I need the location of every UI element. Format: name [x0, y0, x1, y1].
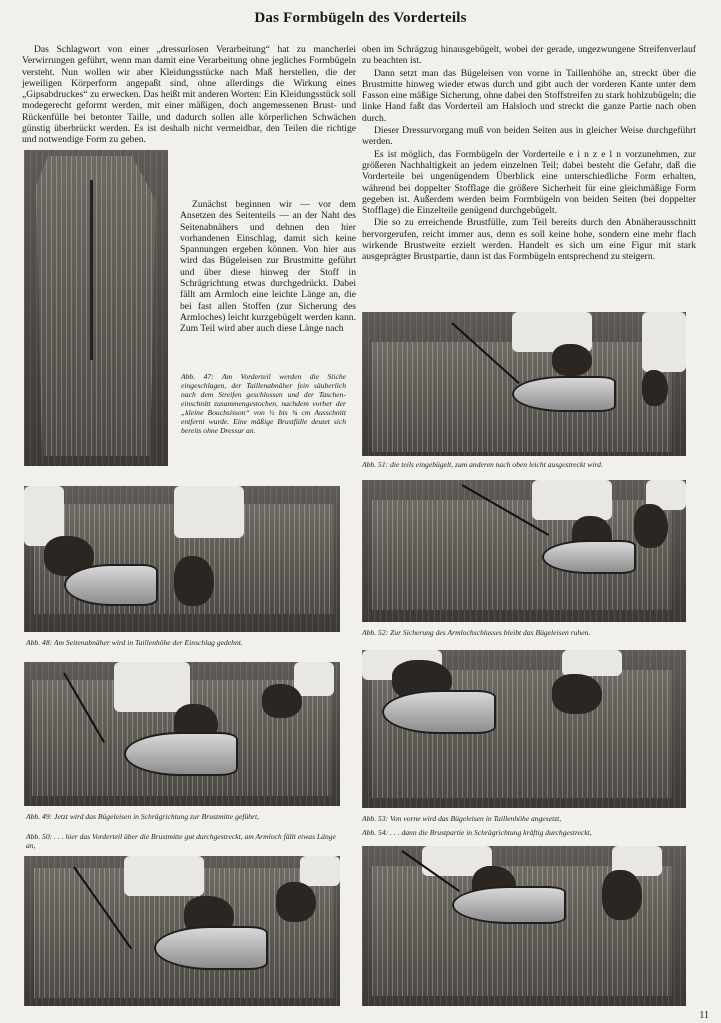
column-1-text [180, 199, 356, 336]
page-number: 11 [699, 1010, 709, 1021]
figure-50-photo [24, 856, 340, 1006]
paragraph: Es ist möglich, das Formbügeln der Vorderteile e i n z e l n vorzunehmen, zur größeren Nachhaltigkeit an jedem einzelnen Teil; dabei besteht die Gefahr, daß die Vorderteile bei ungenügendem Überblick eine unterschiedliche Form erhalten, während bei doppelter Stofflage die größere Sicherheit für eine gleichmäßige Form gegeben ist. Außerdem werden beim Formbügeln von beiden Seiten (bei doppelter Stofflage) die Einzelteile genügend durchgebügelt. [362, 148, 696, 217]
figure-53-photo [362, 650, 686, 808]
figure-49-photo [24, 662, 340, 806]
figure-54-caption: Abb. 54: . . . dann die Brustpartie in Schrägrichtung kräftig durchgestreckt, [362, 828, 592, 837]
figure-52-caption: Abb. 52: Zur Sicherung des Armlochschlusses bleibt das Bügeleisen ruhen. [362, 628, 591, 637]
paragraph: Dieser Dressurvorgang muß von beiden Seiten aus in gleicher Weise durchgeführt werden. [362, 125, 696, 148]
paragraph: Die so zu erreichende Brustfülle, zum Teil bereits durch den Abnäherausschnitt hervorgerufen, reicht immer aus, denn es soll keine hohe, sondern eine mehr flach wirkende Brustweite erzielt werden. Handelt es sich um eine Figur mit stark ausgeprägter Brustpartie, dann ist das Formbügeln entsprechend zu steigern. [362, 217, 696, 263]
column-2-text [362, 44, 696, 264]
figure-51-photo [362, 312, 686, 456]
figure-47-photo [24, 150, 168, 466]
figure-50-caption: Abb. 50: . . . hier das Vorderteil über die Brustmitte gut durchgestreckt, am Armloch fällt etwas Länge an, [26, 832, 336, 850]
figure-48-caption: Abb. 48: Am Seitenabnäher wird in Taillenhöhe der Einschlag gedehnt. [26, 638, 243, 647]
figure-48-photo [24, 486, 340, 632]
figure-51-caption: Abb. 51: die teils eingebügelt, zum anderen nach oben leicht ausgestreckt wird. [362, 460, 603, 469]
figure-52-photo [362, 480, 686, 622]
figure-53-caption: Abb. 53: Von vorne wird das Bügeleisen in Taillenhöhe angesetzt, [362, 814, 562, 823]
paragraph: Dann setzt man das Bügeleisen von vorne in Taillenhöhe an, streckt über die Brustmitte hinweg wieder etwas durch und gibt auch der vorderen Kante unter dem Fasson eine mäßige Sicherung, ohne dabei den Stoffstreifen zu stark hohlzubügeln; die linke Hand faßt das Vorderteil am Halsloch und streckt die ganze Partie nach oben durch. [362, 67, 696, 124]
paragraph-2: Zunächst beginnen wir — vor dem Ansetzen des Seitenteils — an der Naht des Seitenabnähers und dehnen den hier vorhandenen Einschlag, damit sich keine Spannungen ergeben können. Von hier aus wird das Bügeleisen zur Brustmitte geführt und über diese hinweg der Stoff in Schrägrichtung etwas durchgedrückt. Dabei fällt am Armloch eine leichte Länge an, die bei fast allen Stoffen (zur Sicherung des Armloches) leicht kurzgebügelt werden kann. Zum Teil wird aber auch diese Länge nach [180, 199, 356, 335]
figure-49-caption: Abb. 49: Jetzt wird das Bügeleisen in Schrägrichtung zur Brustmitte geführt, [26, 812, 259, 821]
figure-47-caption: Abb. 47: Am Vorderteil werden die Stiche eingeschlagen, der Taillenabnäher fein säuberlich nach dem Streifen geschlossen und der Tascheneinschnitt zusammengestochen, nachdem vorher der „kleine Bouchsisson“ von ½ bis ¾ cm Ausschnitt entfernt wurde. Eine mäßige Brustfülle deutet sich bereits ohne Dressur an. [181, 372, 346, 435]
intro-paragraph: Das Schlagwort von einer „dressurlosen Verarbeitung“ hat zu mancherlei Verwirrungen geführt, wenn man damit eine Verarbeitung ohne jegliches Formbügeln versteht. Nun wollen wir aber Kleidungsstücke nach Maß herstellen, die der jeweiligen Körperform angepaßt sind, ohne allerdings die Wirkung eines „Gipsabdruckes“ zu erwecken. Das heißt mit anderen Worten: Ein Kleidungsstück soll modegerecht geformt werden, mit einer mäßigen, doch angemessenen Brust- und Rückenfülle bei betonter Taille, und dadurch sollen alle körperlichen Schwächen günstig überbrückt werden. Es ist deshalb nicht vermeidbar, den Teilen die richtige und notwendige Form zu geben. [22, 44, 356, 146]
paragraph-cont: oben im Schrägzug hinausgebügelt, wobei der gerade, ungezwungene Streifenverlauf zu beachten ist. [362, 44, 696, 67]
intro-text [22, 44, 356, 147]
figure-54-photo [362, 846, 686, 1006]
page-title: Das Formbügeln des Vorderteils [254, 10, 467, 26]
